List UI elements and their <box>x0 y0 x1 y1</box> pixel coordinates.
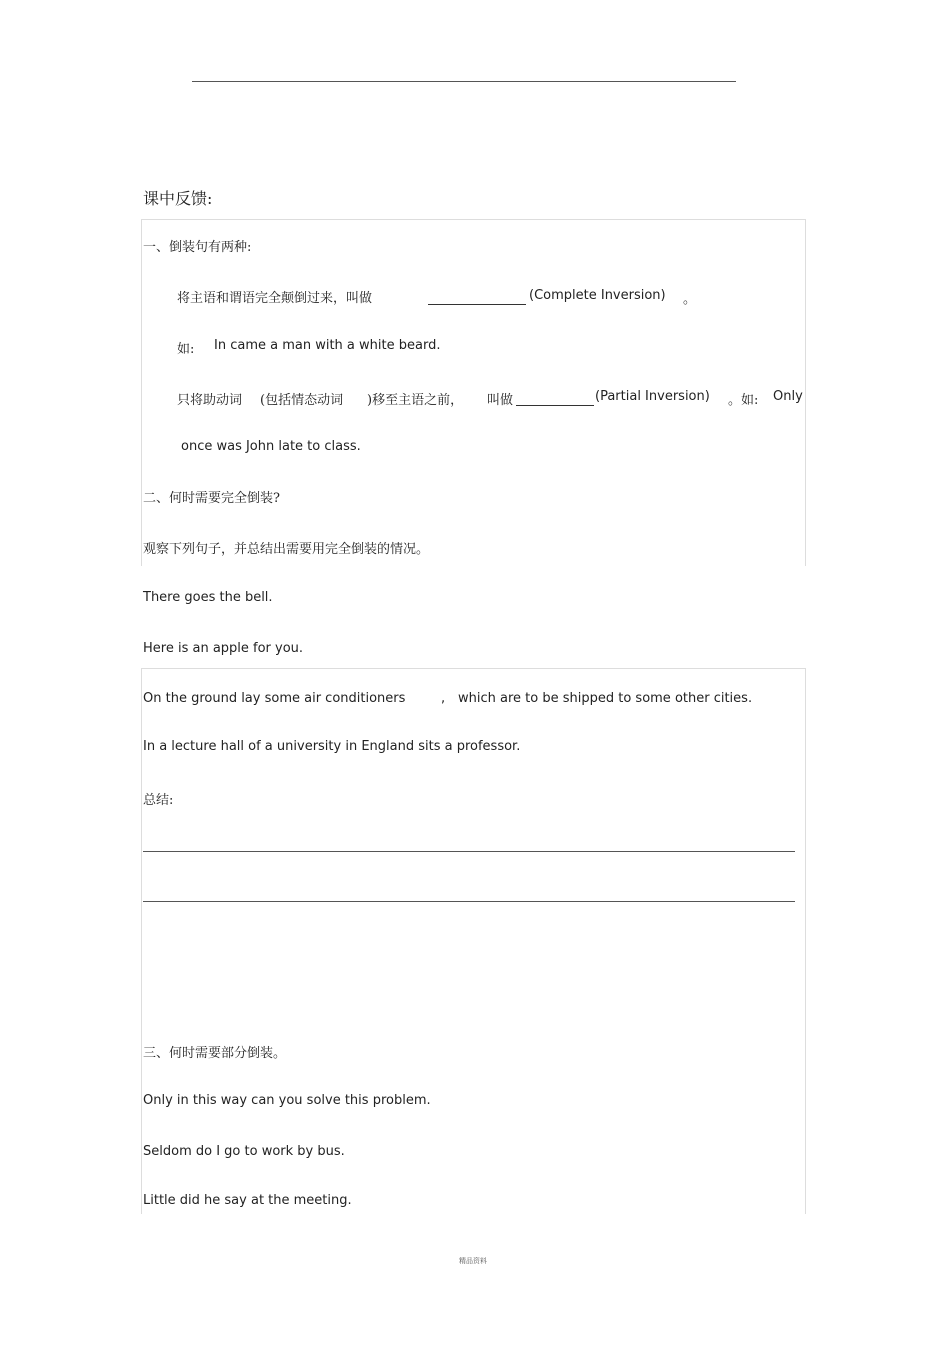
section3-title: 三、何时需要部分倒装。 <box>143 1046 287 1061</box>
section3-sentence: Seldom do I go to work by bus. <box>143 1144 345 1159</box>
summary-answer-line[interactable] <box>143 901 795 902</box>
section2-sentence4: In a lecture hall of a university in England sits a professor. <box>143 739 521 754</box>
page-heading: 课中反馈: <box>143 189 213 208</box>
section3-sentence: Little did he say at the meeting. <box>143 1193 352 1208</box>
section2-sentence3b: which are to be shipped to some other cities. <box>458 691 753 706</box>
section1-line1-term: (Complete Inversion) <box>529 288 666 303</box>
section1-line2-cont: once was John late to class. <box>181 439 361 454</box>
section1-line2-term: (Partial Inversion) <box>595 389 710 404</box>
section2-instruction: 观察下列句子，并总结出需要用完全倒装的情况。 <box>143 542 430 557</box>
section2-sentence: Here is an apple for you. <box>143 641 304 656</box>
summary-label: 总结: <box>143 793 174 808</box>
section1-blank2[interactable] <box>516 392 594 406</box>
section2-sentence3a: On the ground lay some air conditioners <box>143 691 406 706</box>
section1-line2-only: Only <box>773 389 803 404</box>
example-text: In came a man with a white beard. <box>214 338 441 353</box>
section1-title: 一、倒装句有两种: <box>143 240 252 255</box>
box2-top-border <box>141 668 806 669</box>
section1-line1-end: 。 <box>683 292 697 307</box>
example-label: 如: <box>177 342 195 357</box>
box1-right-border <box>805 219 806 566</box>
footer-text: 精品资料 <box>459 1257 487 1265</box>
box1-left-border <box>141 219 142 566</box>
section2-sentence: There goes the bell. <box>143 590 273 605</box>
summary-answer-line[interactable] <box>143 851 795 852</box>
section1-line1-text: 将主语和谓语完全颠倒过来，叫做 <box>177 291 373 306</box>
header-rule <box>192 81 736 82</box>
section1-line2-part4: 叫做 <box>487 393 514 408</box>
section3-sentence: Only in this way can you solve this problem. <box>143 1093 431 1108</box>
box2-left-border <box>141 668 142 1214</box>
section2-sentence3-comma: , <box>441 691 446 706</box>
section1-line2-part1: 只将助动词 <box>177 393 243 408</box>
box2-right-border <box>805 668 806 1214</box>
section1-line2-part2: (包括情态动词 <box>260 393 344 408</box>
section2-title: 二、何时需要完全倒装? <box>143 491 280 506</box>
section1-line2-part3: )移至主语之前， <box>367 393 464 408</box>
section1-line2-eg: 。如: <box>728 393 759 408</box>
box1-top-border <box>141 219 806 220</box>
section1-blank1[interactable] <box>428 291 526 305</box>
